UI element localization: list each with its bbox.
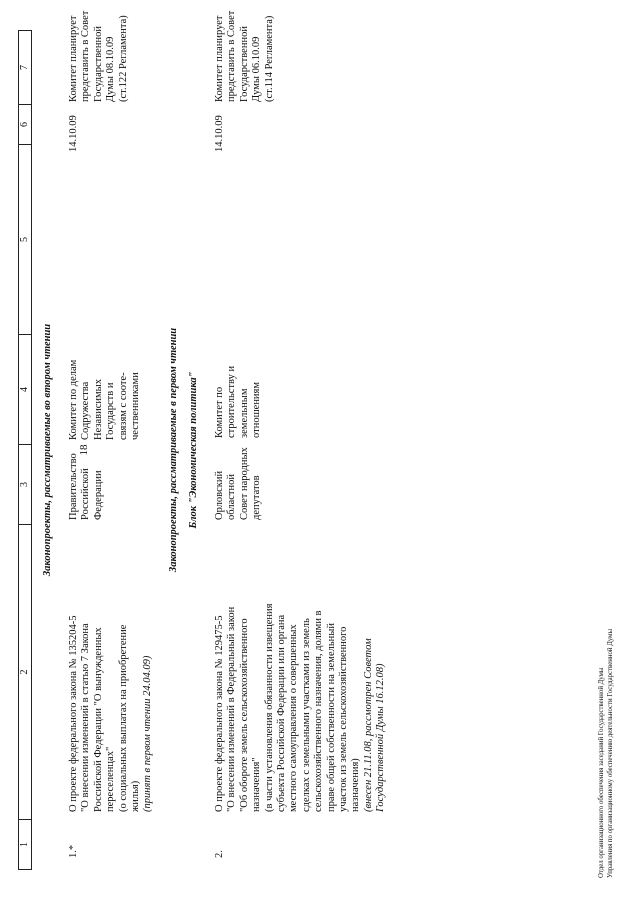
row-2-committee-line: строительству и bbox=[226, 365, 238, 438]
row-2-author-line: Совет народных bbox=[238, 447, 250, 520]
footer-line: Отдел организационного обеспечения заседаний Государственной Думы bbox=[598, 667, 605, 878]
footer-line: Управления по организационному обеспечению деятельности Государственной Думы bbox=[606, 628, 614, 878]
row-1-committee-line: Независимых bbox=[92, 379, 104, 440]
block-title: Блок "Экономическая политика" bbox=[188, 371, 199, 529]
row-2-plan-line: Комитет планирует bbox=[214, 15, 225, 102]
row-1-title-line: (о социальных выплатах на приобретение bbox=[117, 624, 129, 812]
row-1-plan-line: Комитет планирует bbox=[68, 15, 79, 102]
row-2-title-line: назначения" bbox=[251, 757, 263, 812]
row-2-title-line: местного самоуправления о совершенных bbox=[288, 624, 300, 812]
row-2-title-line: субъекта Российской Федерации или органа bbox=[276, 614, 288, 812]
page-number: 18 bbox=[78, 444, 90, 456]
footer-department bbox=[598, 629, 615, 878]
row-1-committee-line: чественниками bbox=[130, 372, 142, 440]
row-1-title-line: Российской Федерации "О вынужденных bbox=[92, 627, 104, 812]
row-2-bill-title bbox=[214, 527, 388, 812]
row-2-note-line: (внесен 21.11.08, рассмотрен Советом bbox=[362, 638, 374, 812]
header-col-5: 5 bbox=[19, 144, 31, 334]
row-1-committee-line: Содружества bbox=[80, 381, 92, 440]
row-1-title-line: переселенцах" bbox=[105, 746, 117, 812]
row-1-author bbox=[68, 445, 105, 520]
row-2-committee-line: отношениям bbox=[251, 381, 263, 438]
row-1-plan bbox=[68, 0, 130, 102]
row-2-title-line: "Об обороте земель сельскохозяйственного bbox=[238, 618, 250, 812]
header-col-1: 1 bbox=[19, 819, 31, 869]
row-1-author-line: Федерации bbox=[92, 470, 104, 520]
row-1-plan-line: Думы 08.10.09 bbox=[105, 36, 117, 102]
row-1-note-line: (принят в первом чтении 24.04.09) bbox=[142, 655, 154, 812]
row-1-date: 14.10.09 bbox=[68, 115, 79, 152]
row-2-title-line: праве общей собственности на земельный bbox=[325, 623, 337, 812]
section-first-reading-title: Законопроекты, рассматриваемые в первом чтении bbox=[168, 327, 179, 573]
row-2-title-line: назначения) bbox=[350, 758, 362, 812]
row-2-title-line: "О внесении изменений в Федеральный закон bbox=[226, 606, 238, 812]
table-header-row bbox=[18, 30, 32, 870]
header-col-6: 6 bbox=[19, 104, 31, 144]
row-1-plan-line: представить в Совет bbox=[80, 10, 92, 102]
header-col-4: 4 bbox=[19, 334, 31, 444]
row-1-author-line: Правительство bbox=[68, 453, 79, 520]
row-2-note-line: Государственной Думы 16.12.08) bbox=[375, 663, 387, 812]
row-2-plan-line: Думы 06.10.09 bbox=[251, 36, 263, 102]
row-2-title-line: (в части установления обязанности извещения bbox=[263, 603, 275, 812]
row-2-title-line: О проекте федерального закона № 129475-5 bbox=[214, 615, 225, 812]
header-col-2: 2 bbox=[19, 524, 31, 819]
section-second-reading-title: Законопроекты, рассматриваемые во втором чтении bbox=[42, 323, 53, 577]
schedule-table bbox=[18, 10, 598, 870]
row-2-title-line: участок из земель сельскохозяйственного bbox=[338, 626, 350, 812]
header-col-3: 3 bbox=[19, 444, 31, 524]
row-1-plan-line: (ст.122 Регламента) bbox=[117, 15, 129, 102]
row-2-committee-line: земельным bbox=[238, 388, 250, 438]
row-1-plan-line: Государственной bbox=[92, 26, 104, 102]
row-2-date: 14.10.09 bbox=[214, 115, 225, 152]
header-col-7: 7 bbox=[19, 65, 30, 70]
row-1-bill-title bbox=[68, 527, 155, 812]
row-1-committee-line: Государств и bbox=[105, 382, 117, 440]
row-2-committee-line: Комитет по bbox=[214, 386, 225, 438]
row-2-author bbox=[214, 440, 264, 520]
row-1-title-line: О проекте федерального закона № 135204-5 bbox=[68, 615, 79, 812]
row-1-committee-line: Комитет по делам bbox=[68, 359, 79, 440]
row-2-plan bbox=[214, 0, 276, 102]
row-2-title-line: сделках с земельными участками из земель bbox=[300, 618, 312, 812]
row-1-number: 1.* bbox=[68, 844, 79, 858]
row-2-plan-line: Государственной bbox=[238, 26, 250, 102]
row-1-committee bbox=[68, 335, 142, 440]
row-2-author-line: депутатов bbox=[251, 475, 263, 520]
row-1-author-line: Российской bbox=[80, 468, 92, 520]
row-2-number: 2. bbox=[214, 850, 225, 858]
row-1-committee-line: связям с соотe- bbox=[117, 372, 129, 440]
row-2-plan-line: (ст.114 Регламента) bbox=[263, 15, 275, 102]
row-1-title-line: "О внесении изменений в статью 7 Закона bbox=[80, 623, 92, 812]
row-2-title-line: сельскохозяйственного назначения, долями в bbox=[313, 610, 325, 812]
row-2-committee bbox=[214, 333, 264, 438]
row-1-title-line: жилья) bbox=[130, 780, 142, 812]
row-2-author-line: Орловский областной bbox=[214, 470, 238, 520]
row-2-plan-line: представить в Совет bbox=[226, 10, 238, 102]
